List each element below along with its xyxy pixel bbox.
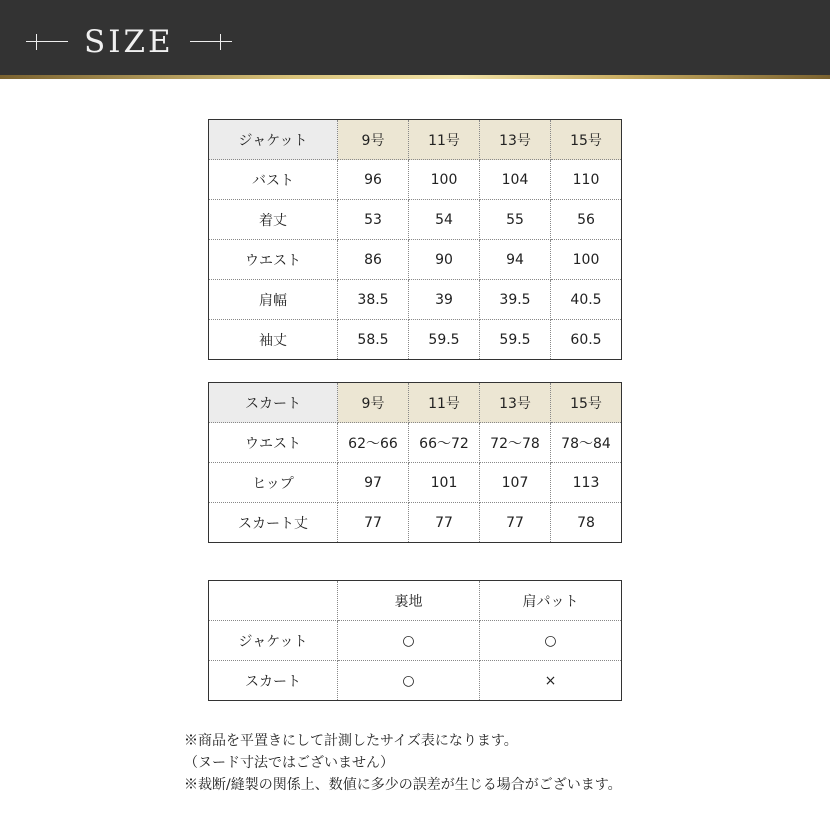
table-header-row (209, 120, 622, 160)
section-title: SIZE (84, 24, 174, 60)
table-cell: 101 (409, 463, 480, 503)
row-label: 袖丈 (209, 320, 338, 360)
row-label: バスト (209, 160, 338, 200)
table-cell: 39.5 (480, 280, 551, 320)
table-cell: 90 (409, 240, 480, 280)
section-title-group (26, 22, 232, 62)
table-row (209, 200, 622, 240)
note-line: （ヌード寸法ではございません） (184, 755, 394, 771)
table-cell: 100 (409, 160, 480, 200)
size-header-cell: 11号 (409, 120, 480, 160)
table-cell: 104 (480, 160, 551, 200)
table-row (209, 463, 622, 503)
table-cell: 110 (551, 160, 622, 200)
table-cell: ○ (480, 621, 622, 661)
table-cell: 78～84 (551, 423, 622, 463)
row-label: ウエスト (209, 423, 338, 463)
table-cell: 54 (409, 200, 480, 240)
table-cell: 66～72 (409, 423, 480, 463)
size-header-cell: 13号 (480, 383, 551, 423)
table-header-cell: ジャケット (209, 120, 338, 160)
header-gold-rule (0, 75, 830, 79)
table-cell: 62～66 (338, 423, 409, 463)
table-cell: 94 (480, 240, 551, 280)
table-cell: 97 (338, 463, 409, 503)
size-header-cell: 15号 (551, 120, 622, 160)
table-cell: 55 (480, 200, 551, 240)
table-row (209, 503, 622, 543)
row-label: 肩幅 (209, 280, 338, 320)
size-header-cell: 11号 (409, 383, 480, 423)
table-cell: × (544, 672, 557, 689)
table-cell: 77 (409, 503, 480, 543)
right-line-ornament-icon (190, 27, 232, 57)
note-line: ※商品を平置きにして計測したサイズ表になります。 (184, 733, 518, 749)
table-cell: 59.5 (480, 320, 551, 360)
row-label: ジャケット (209, 621, 338, 661)
lining-header-cell: 裏地 (338, 581, 480, 621)
table-cell: 56 (551, 200, 622, 240)
jacket-size-table (208, 119, 622, 360)
table-cell: 86 (338, 240, 409, 280)
size-header-cell: 9号 (338, 120, 409, 160)
row-label: ウエスト (209, 240, 338, 280)
measurement-notes (184, 730, 622, 796)
table-cell: 53 (338, 200, 409, 240)
shoulder-pad-header-cell: 肩パット (480, 581, 622, 621)
table-cell: 78 (577, 514, 595, 531)
table-cell: 40.5 (551, 280, 622, 320)
table-header-row (209, 581, 622, 621)
table-row (209, 661, 622, 701)
left-line-ornament-icon (26, 27, 68, 57)
table-cell: 107 (480, 463, 551, 503)
table-cell: 77 (480, 503, 551, 543)
table-row (209, 621, 622, 661)
table-cell: 39 (409, 280, 480, 320)
skirt-size-table (208, 382, 622, 543)
size-header-cell: 15号 (551, 383, 622, 423)
table-header-cell: スカート (209, 383, 338, 423)
table-header-row (209, 383, 622, 423)
table-cell: 77 (338, 503, 409, 543)
table-row (209, 280, 622, 320)
table-row (209, 423, 622, 463)
size-header-cell: 13号 (480, 120, 551, 160)
table-cell: 60.5 (570, 331, 602, 348)
table-cell: 38.5 (338, 280, 409, 320)
size-header-cell: 9号 (338, 383, 409, 423)
section-header (0, 0, 830, 75)
row-label: ヒップ (209, 463, 338, 503)
table-cell: 113 (551, 463, 622, 503)
row-label: スカート (209, 661, 338, 701)
table-cell: 96 (338, 160, 409, 200)
table-cell: 100 (551, 240, 622, 280)
table-cell: 58.5 (338, 320, 409, 360)
features-table (208, 580, 622, 701)
row-label: スカート丈 (209, 503, 338, 543)
table-cell: 59.5 (409, 320, 480, 360)
table-cell: 72～78 (480, 423, 551, 463)
table-row (209, 240, 622, 280)
table-row (209, 320, 622, 360)
table-header-cell (209, 581, 338, 621)
row-label: 着丈 (209, 200, 338, 240)
note-line: ※裁断/縫製の関係上、数値に多少の誤差が生じる場合がございます。 (184, 777, 622, 793)
table-row (209, 160, 622, 200)
table-cell: ○ (338, 661, 480, 701)
table-cell: ○ (338, 621, 480, 661)
